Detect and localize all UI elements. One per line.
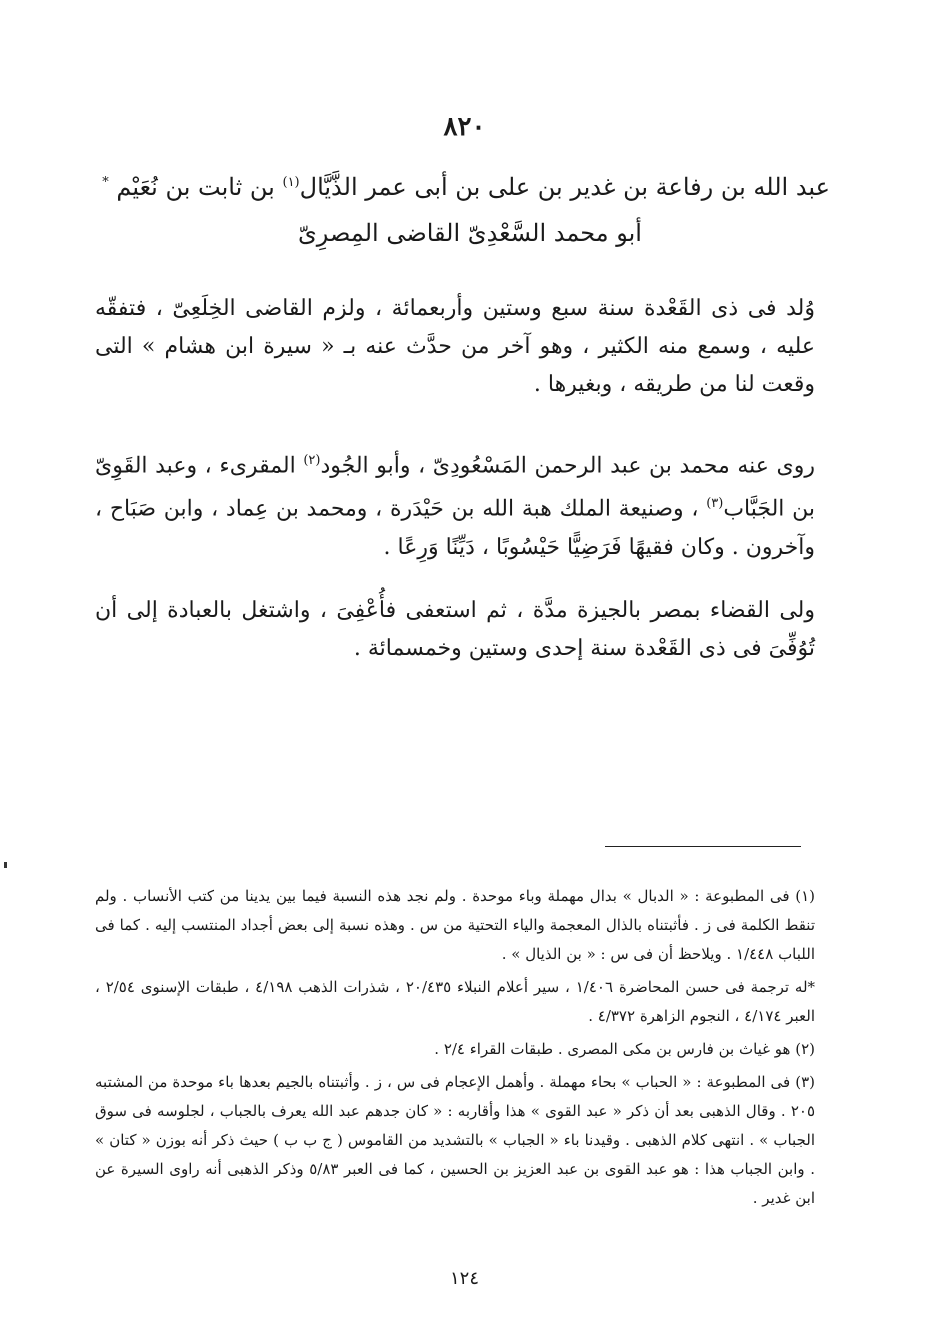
footnote-divider [605,846,801,847]
scan-speck [4,862,7,868]
narrators-text-b: المقرىء ، وعبد القَوِىّ بن الجَبَّاب [95,453,816,522]
footnote-star: *له ترجمة فى حسن المحاضرة ١/٤٠٦ ، سير أعلام النبلاء ٢٠/٤٣٥ ، شذرات الذهب ٤/١٩٨ ، طبقات الإسنوى ٢/٥٤ ، العبر ٤/١٧٤ ، النجوم الزاهرة ٤/٣٧٢ . [95,978,816,1025]
paragraph-judgeship [95,592,815,668]
footnote-ref-3[interactable]: (٣) [706,496,724,512]
title-name-tail: بن ثابت بن نُعَيْم [108,173,283,201]
title-kunya-line: أبو محمد السَّعْدِىّ القاضى المِصرِىّ [298,219,642,247]
footnote-3: (٣) فى المطبوعة : « الحباب » بحاء مهملة . وأهمل الإعجام فى س ، ز . وأثبتناه بالجيم بعدها باء موحدة من المشتبه ٢٠٥ . وقال الذهبى بعد أن ذكر « عبد القوى » هذا وأقاربه : « كان جدهم عبد الله يعرف بالجباب ، لجلوسه فى سوق الجباب » . انتهى كلام الذهبى . وقيدنا باء « الجباب » بالتشديد من القاموس ( ج ب ب ) حيث ذكر أنه بوزن « كتان » . وابن الجباب هذا : هو عبد القوى بن عبد العزيز بن الحسين ، كما فى العبر ٥/٨٣ وذكر الذهبى أنه راوى السيرة عن ابن غدير . [95,1073,815,1207]
paragraph-text: وُلد فى ذى القَعْدة سنة سبع وستين وأربعمائة ، ولزم القاضى الخِلَعِىّ ، فتفقّه عليه ، وسمع منه الكثير ، وهو آخر من حدَّث عنه بـ « سيرة ابن هشام » التى وقعت لنا من طريقه ، وبغيرها . [95,296,815,397]
paragraph-text [95,442,815,567]
footnote-1: (١) فى المطبوعة : « الدبال » بدال مهملة وباء موحدة . ولم نجد هذه النسبة فيما بين يدينا من كتب الأنساب . ولم تنقط الكلمة فى ز . فأثبتناه بالذال المعجمة والياء التحتية من س . وهذه نسبة إلى بعض أجداد المنتسب إليه . كما فى اللباب ١/٤٤٨ . ويلاحظ أن فى س : « بن الذيال » . [95,887,815,963]
page-number: ١٢٤ [449,1268,479,1289]
paragraph-birth [95,290,815,404]
footnotes-section [95,882,815,1217]
paragraph-narrators [95,442,815,567]
title-name-line [102,160,830,210]
footnote-ref-2[interactable]: (٢) [303,453,321,468]
narrators-text-a: روى عنه محمد بن عبد الرحمن المَسْعُودِىّ ، وأبو الجُود [320,453,815,479]
narrators-text-c: ، وصنيعة الملك هبة الله بن حَيْدَرة ، ومحمد بن عِماد ، وابن صَبَاح ، وآخرون . وكان فقيهًا فَرَضِيًّا حَيْسُوبًا ، دَيِّنًا وَرِعًا . [95,496,815,560]
title-name: عبد الله بن رفاعة بن غدير بن على بن أبى عمر الذَّيَّال [299,173,830,201]
paragraph-text: ولى القضاء بمصر بالجيزة مدَّة ، ثم استعفى فأُعْفِىَ ، واشتغل بالعبادة إلى أن تُوُفِّىَ فى ذى القَعْدة سنة إحدى وستين وخمسمائة . [95,598,815,661]
entry-number: ٨٢٠ [443,112,486,142]
biography-title [102,160,830,256]
footnote-ref-star[interactable]: * [102,175,109,190]
footnote-ref-1[interactable]: (١) [282,175,300,190]
footnote-2: (٢) هو غياث بن فارس بن مكى المصرى . طبقات القراء ٢/٤ . [434,1040,815,1058]
